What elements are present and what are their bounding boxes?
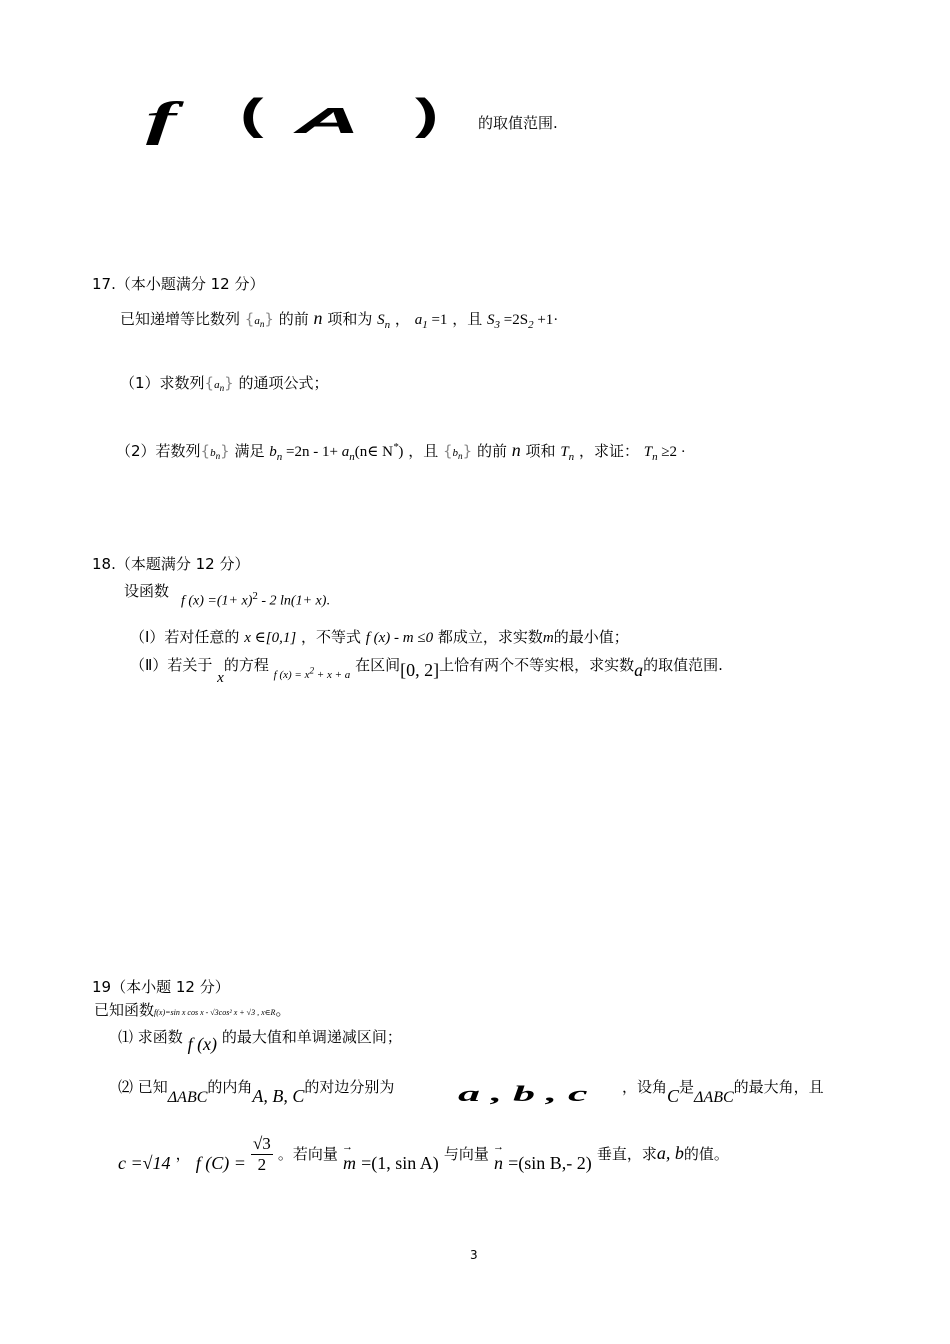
q18-line1: 设函数 (124, 582, 170, 600)
sn-symbol: $S_n$ (377, 312, 391, 331)
q17-part1 (120, 372, 329, 393)
q18-p1-text-c: ，不等式 (300, 628, 361, 646)
q18-function: f $(x) =(1+ x)^2 - 2$ ln(1+ x). (181, 590, 330, 609)
q19-part2 (118, 1076, 395, 1106)
fx-symbol: f (x) (187, 1034, 218, 1054)
brace-right: } (220, 442, 230, 460)
ab-symbols: a, b (656, 1143, 684, 1163)
q17-l1-text-a: 已知递增等比数列 (120, 310, 241, 328)
q19-p1-text-c: 的最大值和单调递减区间； (221, 1028, 402, 1046)
q17-p2-text-i: ，求证： (578, 442, 639, 460)
q17-l1-text-b: 的前 (278, 310, 309, 328)
vector-m: → m (343, 1153, 356, 1174)
q19-p2-text-c: 的内角 (207, 1078, 253, 1096)
top-tail-text: 的取值范围. (478, 114, 558, 132)
s3-equation: $S_3 =2S_2 +1\cdot$ (487, 312, 559, 331)
q18-p2-text-a: （Ⅱ）若关于 (130, 656, 213, 674)
q19-l3-text-g: 与向量 (443, 1145, 489, 1163)
q19-l3-text-j: 垂直，求 (596, 1145, 657, 1163)
brace-left: { (442, 442, 453, 460)
q19-l3-text-l: 的值。 (683, 1145, 729, 1163)
an-symbol: $a_n$ (214, 379, 225, 394)
q18-p1-inequality: f (x) - m ≤0 (365, 630, 434, 646)
n-symbol-2: n (511, 440, 521, 460)
c-value: c =√14 (118, 1153, 171, 1173)
big-left-paren: ( (240, 90, 264, 139)
q17-p1-text-a: （1）求数列 (120, 374, 205, 392)
big-right-paren: ) (415, 90, 439, 139)
sqrt3-over-2 (251, 1134, 273, 1175)
brace-left: { (244, 310, 255, 328)
q18-p2-text-j: 的取值范围. (643, 656, 723, 674)
q18-part1 (130, 626, 629, 647)
q17-p2-text-b: 满足 (234, 442, 265, 460)
q19-line1 (94, 999, 290, 1020)
big-A-symbol: A (295, 100, 360, 141)
q18-p2-text-c: 的方程 (223, 656, 269, 674)
q18-p2-text-h: 上恰有两个不等实根，求实数 (439, 656, 635, 674)
q17-l1-text-c: 项和为 (327, 310, 373, 328)
fc-equation: f (C) = (195, 1153, 246, 1173)
q19-l1-text-c: 。 (275, 1001, 291, 1019)
q18-p1-text-a: （Ⅰ）若对任意的 (130, 628, 240, 646)
bn-symbol: $b_n$ (210, 447, 221, 462)
triangle-abc-2: ΔABC (694, 1089, 734, 1106)
q17-p2-text-a: （2）若数列 (116, 442, 201, 460)
q17-header: 17.（本小题满分 12 分） (92, 275, 265, 293)
q17-l1-comma: ， (394, 310, 410, 328)
brace-right: } (264, 310, 274, 328)
q19-p2-text-k: 的最大角，且 (733, 1078, 824, 1096)
frac-denominator: 2 (257, 1155, 267, 1174)
bn-formula: $b_n =2n - 1+$ $a_n(n\in$ N*) (269, 441, 404, 463)
big-f-symbol: f (146, 93, 177, 146)
q17-p1-text-b: 的通项公式； (238, 374, 329, 392)
m-symbol: m (542, 630, 554, 646)
an-symbol: $a_n$ (254, 315, 265, 330)
q19-part1 (118, 1026, 402, 1054)
brace-left: { (204, 374, 215, 392)
triangle-abc: ΔABC (167, 1089, 208, 1106)
vector-n: → n (494, 1153, 503, 1174)
q19-p1-text-a: ⑴ 求函数 (118, 1028, 183, 1046)
q17-p2-text-h: 项和 (525, 442, 556, 460)
q18-p1-interval: x ∈[0,1] (244, 630, 297, 646)
q18-p2-equation: f (x) = x2 + x + a (273, 665, 351, 681)
q19-line3 (118, 1134, 729, 1175)
frac-numerator: √3 (252, 1134, 271, 1153)
q19-header: 19（本小题 12 分） (92, 978, 230, 996)
q17-part2 (116, 440, 686, 463)
n-symbol: n (313, 308, 323, 328)
x-symbol: x (217, 670, 224, 686)
a-symbol: a (634, 660, 644, 680)
q18-p1-text-g: 的最小值； (553, 628, 629, 646)
q19-l1-text-a: 已知函数 (94, 1001, 155, 1019)
q18-p2-interval: [0, 2] (400, 660, 440, 680)
bn-symbol-2: $b_n$ (452, 447, 463, 462)
q18-p2-text-f: 在区间 (355, 656, 401, 674)
q19-part2-tail (622, 1076, 824, 1106)
brace-right: } (462, 442, 473, 460)
tn-symbol: $T_n$ (560, 444, 575, 463)
q17-p2-text-g: 的前 (476, 442, 507, 460)
q19-function-small: f(x)=sin x cos x - √3cos² x + √3 , x∈R (154, 1008, 276, 1017)
q19-p2-text-i: 是 (679, 1078, 695, 1096)
q18-header: 18.（本题满分 12 分） (92, 555, 250, 573)
q17-line1 (120, 308, 558, 331)
q18-part2 (130, 654, 723, 686)
q19-p2-text-g: ，设角 (622, 1078, 668, 1096)
a1-symbol: $a_1 =1$ (414, 312, 448, 331)
brace-right: } (224, 374, 234, 392)
brace-left: { (200, 442, 211, 460)
q19-p2-text-a: ⑵ 已知 (118, 1078, 168, 1096)
q17-p2-text-f: ，且 (408, 442, 439, 460)
tn-inequality: $T_n \ge 2$ · (643, 444, 686, 463)
vector-m-value: =(1, sin A) (361, 1153, 439, 1173)
q18-p1-text-e: 都成立，求实数 (437, 628, 543, 646)
abc-sides-stretched: a , b , c (458, 1081, 588, 1106)
abc-angles: A, B, C (252, 1086, 305, 1106)
vector-n-value: =(sin B,- 2) (508, 1153, 592, 1173)
c-angle: C (667, 1086, 680, 1106)
q19-p2-text-e: 的对边分别为 (304, 1078, 395, 1096)
page-number: 3 (470, 1248, 478, 1262)
q19-l3-text-d: 。若向量 (277, 1145, 338, 1163)
q19-l3-comma: ， (175, 1145, 191, 1163)
q17-l1-text-e: ，且 (452, 310, 483, 328)
